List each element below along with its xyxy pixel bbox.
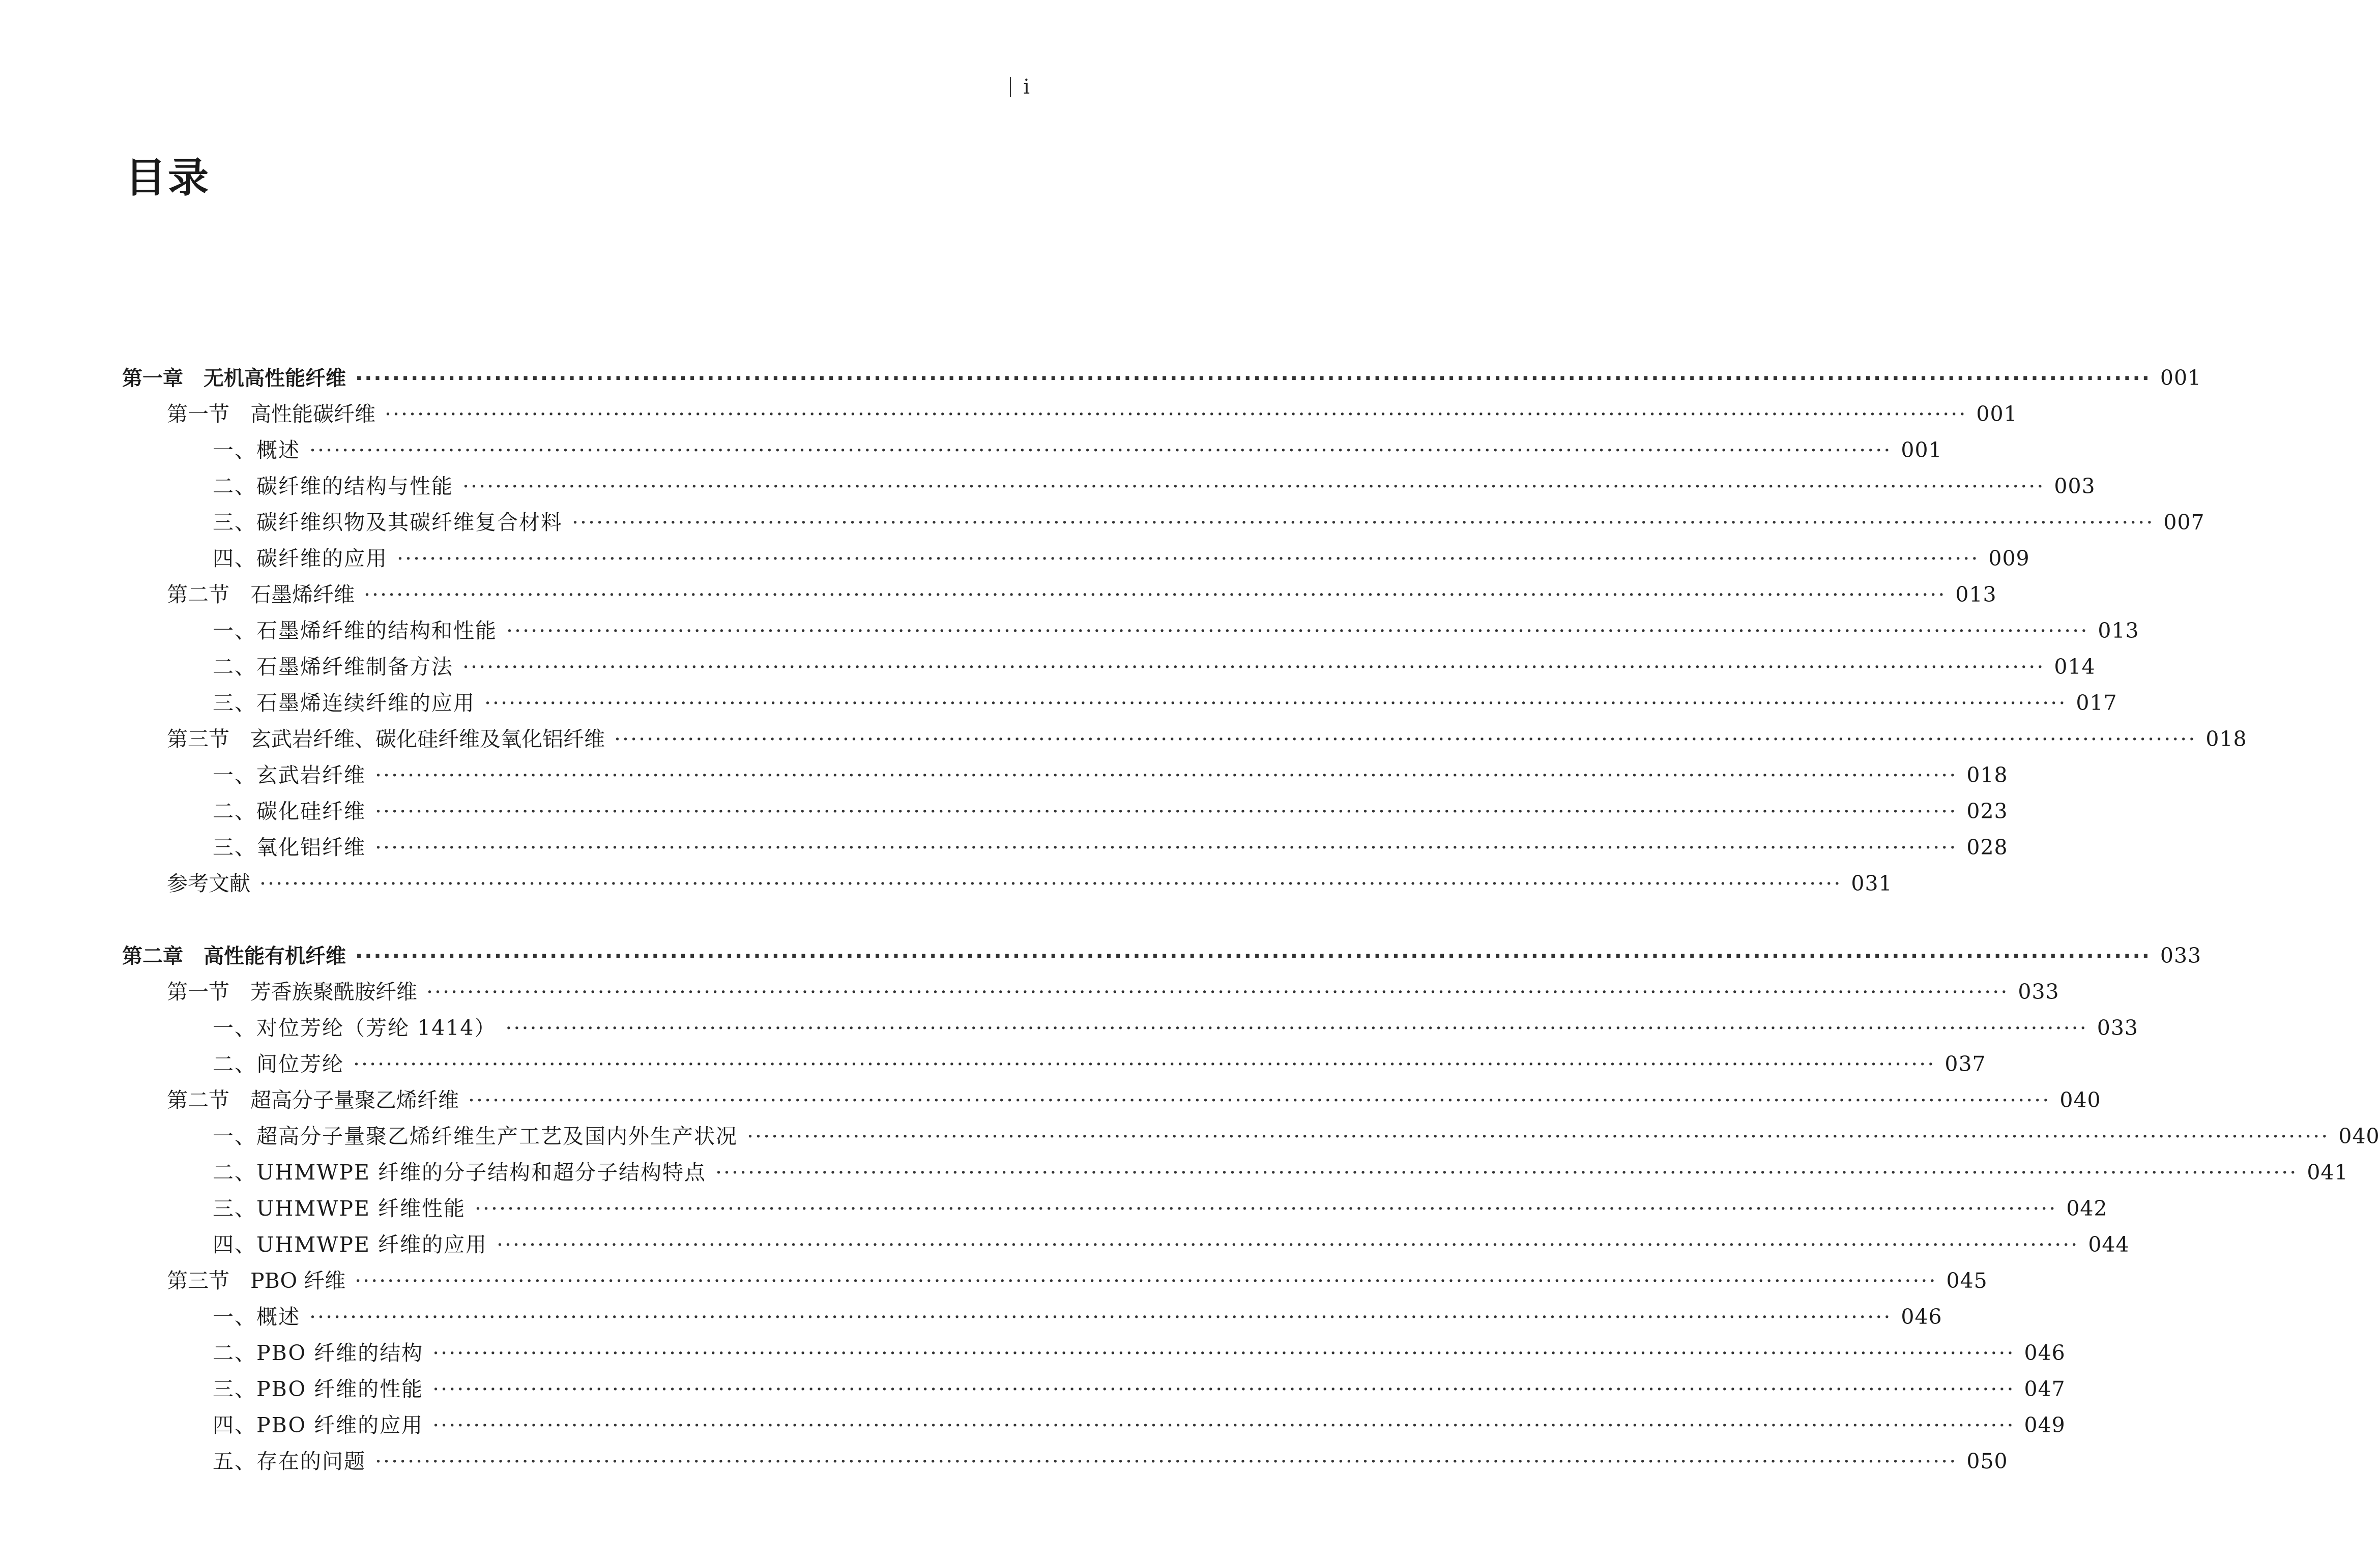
toc-entry-title: 二、碳化硅纤维 (213, 799, 366, 823)
toc-entry-title: 第二节 超高分子量聚乙烯纤维 (167, 1088, 459, 1112)
toc-section[interactable] (122, 721, 2247, 757)
toc-entry-title: 三、PBO 纤维的性能 (213, 1377, 424, 1401)
dot-leader: ·································································································································································································· (614, 727, 2197, 751)
toc-section[interactable] (122, 1263, 1988, 1299)
toc-entry-title: 一、概述 (213, 438, 300, 462)
dot-leader: ·································································································································································································· (496, 1232, 2079, 1257)
toc-page-number: 003 (2054, 474, 2096, 498)
dot-leader: ·································································································································································································· (397, 546, 1980, 571)
toc-page-number: 044 (2088, 1232, 2130, 1257)
dot-leader: ·································································································································································································· (432, 1413, 2015, 1437)
dot-leader: ·································································································································································································· (355, 367, 2151, 390)
toc-page-number: 042 (2066, 1196, 2108, 1221)
toc-section[interactable] (122, 974, 2059, 1010)
toc-page-number: 049 (2024, 1413, 2066, 1437)
toc-section[interactable] (122, 577, 1997, 613)
toc-page-number: 001 (1901, 438, 1942, 462)
dot-leader: ·································································································································································································· (747, 1124, 2330, 1148)
toc-page-number: 045 (1946, 1269, 1988, 1293)
toc-item[interactable] (122, 432, 1942, 468)
toc-entry-title: 第一章 无机高性能纤维 (122, 367, 346, 390)
toc-entry-title: 三、石墨烯连续纤维的应用 (213, 691, 475, 715)
chapter-spacer (122, 902, 1031, 938)
toc-item[interactable] (122, 757, 2008, 793)
toc-entry-title: 第一节 高性能碳纤维 (167, 402, 375, 426)
toc-entry-title: 三、UHMWPE 纤维性能 (213, 1196, 466, 1221)
toc-page-number: 009 (1988, 546, 2030, 571)
toc-page-number: 046 (2024, 1341, 2066, 1365)
dot-leader: ·································································································································································································· (432, 1377, 2015, 1401)
toc-entry-title: 四、碳纤维的应用 (213, 546, 388, 571)
toc-entry-title: 四、UHMWPE 纤维的应用 (213, 1232, 487, 1257)
toc-page-number: 017 (2076, 691, 2117, 715)
toc-chapter[interactable] (122, 938, 2202, 974)
toc-item[interactable] (122, 830, 2008, 866)
dot-leader: ·································································································································································································· (355, 1269, 1937, 1293)
dot-leader: ·································································································································································································· (715, 1160, 2298, 1185)
dot-leader: ·································································································································································································· (462, 474, 2045, 498)
toc-entry-title: 二、碳纤维的结构与性能 (213, 474, 453, 498)
toc-page-number: 050 (1966, 1449, 2008, 1473)
toc-page-number: 033 (2018, 980, 2059, 1004)
toc-item[interactable] (122, 1335, 2066, 1371)
toc-entry-title: 一、石墨烯纤维的结构和性能 (213, 618, 497, 643)
toc-entry-title: 第三节 PBO 纤维 (167, 1269, 346, 1293)
dot-leader: ·································································································································································································· (426, 980, 2009, 1004)
toc-item[interactable] (122, 1407, 2066, 1443)
toc-item[interactable] (122, 793, 2008, 830)
table-of-contents (122, 360, 2380, 1480)
toc-page-number: 001 (1976, 402, 2018, 426)
toc-item[interactable] (122, 1299, 1942, 1335)
toc-entry-title: 五、存在的问题 (213, 1449, 366, 1473)
dot-leader: ·································································································································································································· (375, 835, 1958, 860)
toc-page-number: 041 (2307, 1160, 2348, 1185)
toc-item[interactable] (122, 541, 2030, 577)
toc-entry-title: 二、石墨烯纤维制备方法 (213, 655, 453, 679)
toc-page-number: 007 (2163, 510, 2205, 535)
toc-page-number: 033 (2097, 1016, 2138, 1040)
dot-leader: ·································································································································································································· (309, 1305, 1892, 1329)
toc-chapter[interactable] (122, 360, 2202, 396)
dot-leader: ·································································································································································································· (484, 691, 2067, 715)
dot-leader: ·································································································································································································· (385, 402, 1967, 426)
toc-page-number: 018 (2205, 727, 2247, 751)
toc-entry-title: 参考文献 (167, 871, 250, 896)
toc-page-number: 031 (1851, 871, 1893, 896)
toc-page-number: 013 (2098, 618, 2139, 643)
toc-item[interactable] (122, 1046, 1986, 1082)
toc-item[interactable] (122, 1155, 2348, 1191)
dot-leader: ·································································································································································································· (375, 799, 1958, 823)
toc-section[interactable] (122, 396, 2018, 432)
toc-page-number: 001 (2160, 366, 2202, 390)
toc-page-number: 047 (2024, 1377, 2066, 1401)
toc-item[interactable] (122, 1010, 2138, 1046)
dot-leader: ·································································································································································································· (506, 618, 2089, 643)
toc-item[interactable] (122, 649, 2096, 685)
toc-section[interactable] (122, 1082, 2101, 1118)
toc-page-number: 013 (1955, 582, 1997, 607)
dot-leader: ·································································································································································································· (505, 1016, 2088, 1040)
toc-item[interactable] (122, 685, 2117, 721)
toc-item[interactable] (122, 505, 2205, 541)
toc-entry-title: 第二节 石墨烯纤维 (167, 582, 355, 607)
toc-entry-title: 一、超高分子量聚乙烯纤维生产工艺及国内外生产状况 (213, 1124, 738, 1148)
toc-page-number: 046 (1901, 1305, 1942, 1329)
toc-entry-title: 四、PBO 纤维的应用 (213, 1413, 424, 1437)
toc-entry-title: 二、PBO 纤维的结构 (213, 1341, 424, 1365)
dot-leader: ·································································································································································································· (375, 1449, 1958, 1473)
toc-page-number: 040 (2059, 1088, 2101, 1112)
page-number-text: i (1023, 75, 1030, 99)
toc-item[interactable] (122, 1227, 2130, 1263)
dot-leader: ·································································································································································································· (572, 510, 2155, 535)
toc-page-number: 033 (2160, 944, 2202, 968)
toc-page-number: 023 (1966, 799, 2008, 823)
toc-item[interactable] (122, 1371, 2066, 1407)
toc-item[interactable] (122, 1191, 2108, 1227)
dot-leader: ·································································································································································································· (462, 655, 2045, 679)
dot-leader: ·································································································································································································· (353, 1052, 1936, 1076)
toc-entry-title: 第一节 芳香族聚酰胺纤维 (167, 980, 417, 1004)
dot-leader: ·································································································································································································· (432, 1341, 2015, 1365)
page-title: 目录 (125, 154, 211, 201)
toc-entry-title: 三、氧化铝纤维 (213, 835, 366, 860)
toc-entry-title: 第三节 玄武岩纤维、碳化硅纤维及氧化铝纤维 (167, 727, 605, 751)
dot-leader: ·································································································································································································· (259, 871, 1842, 896)
toc-item[interactable] (122, 1443, 2008, 1480)
toc-entry-title: 二、间位芳纶 (213, 1052, 344, 1076)
dot-leader: ·································································································································································································· (375, 763, 1958, 787)
toc-entry-title: 二、UHMWPE 纤维的分子结构和超分子结构特点 (213, 1160, 706, 1185)
toc-item[interactable] (122, 613, 2139, 649)
toc-page-number: 037 (1944, 1052, 1986, 1076)
page-number (1010, 75, 1030, 99)
dot-leader: ·································································································································································································· (468, 1088, 2051, 1112)
toc-entry-title: 一、对位芳纶（芳纶 1414） (213, 1016, 497, 1040)
toc-page-number: 040 (2338, 1124, 2380, 1148)
header-rule (1010, 77, 1011, 97)
toc-entry-title: 第二章 高性能有机纤维 (122, 945, 346, 968)
dot-leader: ·································································································································································································· (364, 582, 1947, 607)
toc-entry-title: 一、概述 (213, 1305, 300, 1329)
toc-page-number: 028 (1966, 835, 2008, 860)
toc-item[interactable] (122, 1118, 2380, 1155)
toc-entry-title: 三、碳纤维织物及其碳纤维复合材料 (213, 510, 563, 535)
toc-entry-title: 一、玄武岩纤维 (213, 763, 366, 787)
toc-page-number: 014 (2054, 655, 2096, 679)
toc-page-number: 018 (1966, 763, 2008, 787)
toc-item[interactable] (122, 468, 2096, 505)
dot-leader: ·································································································································································································· (474, 1196, 2057, 1221)
toc-section[interactable] (122, 866, 1893, 902)
dot-leader: ·································································································································································································· (355, 945, 2151, 968)
dot-leader: ·································································································································································································· (309, 438, 1892, 462)
